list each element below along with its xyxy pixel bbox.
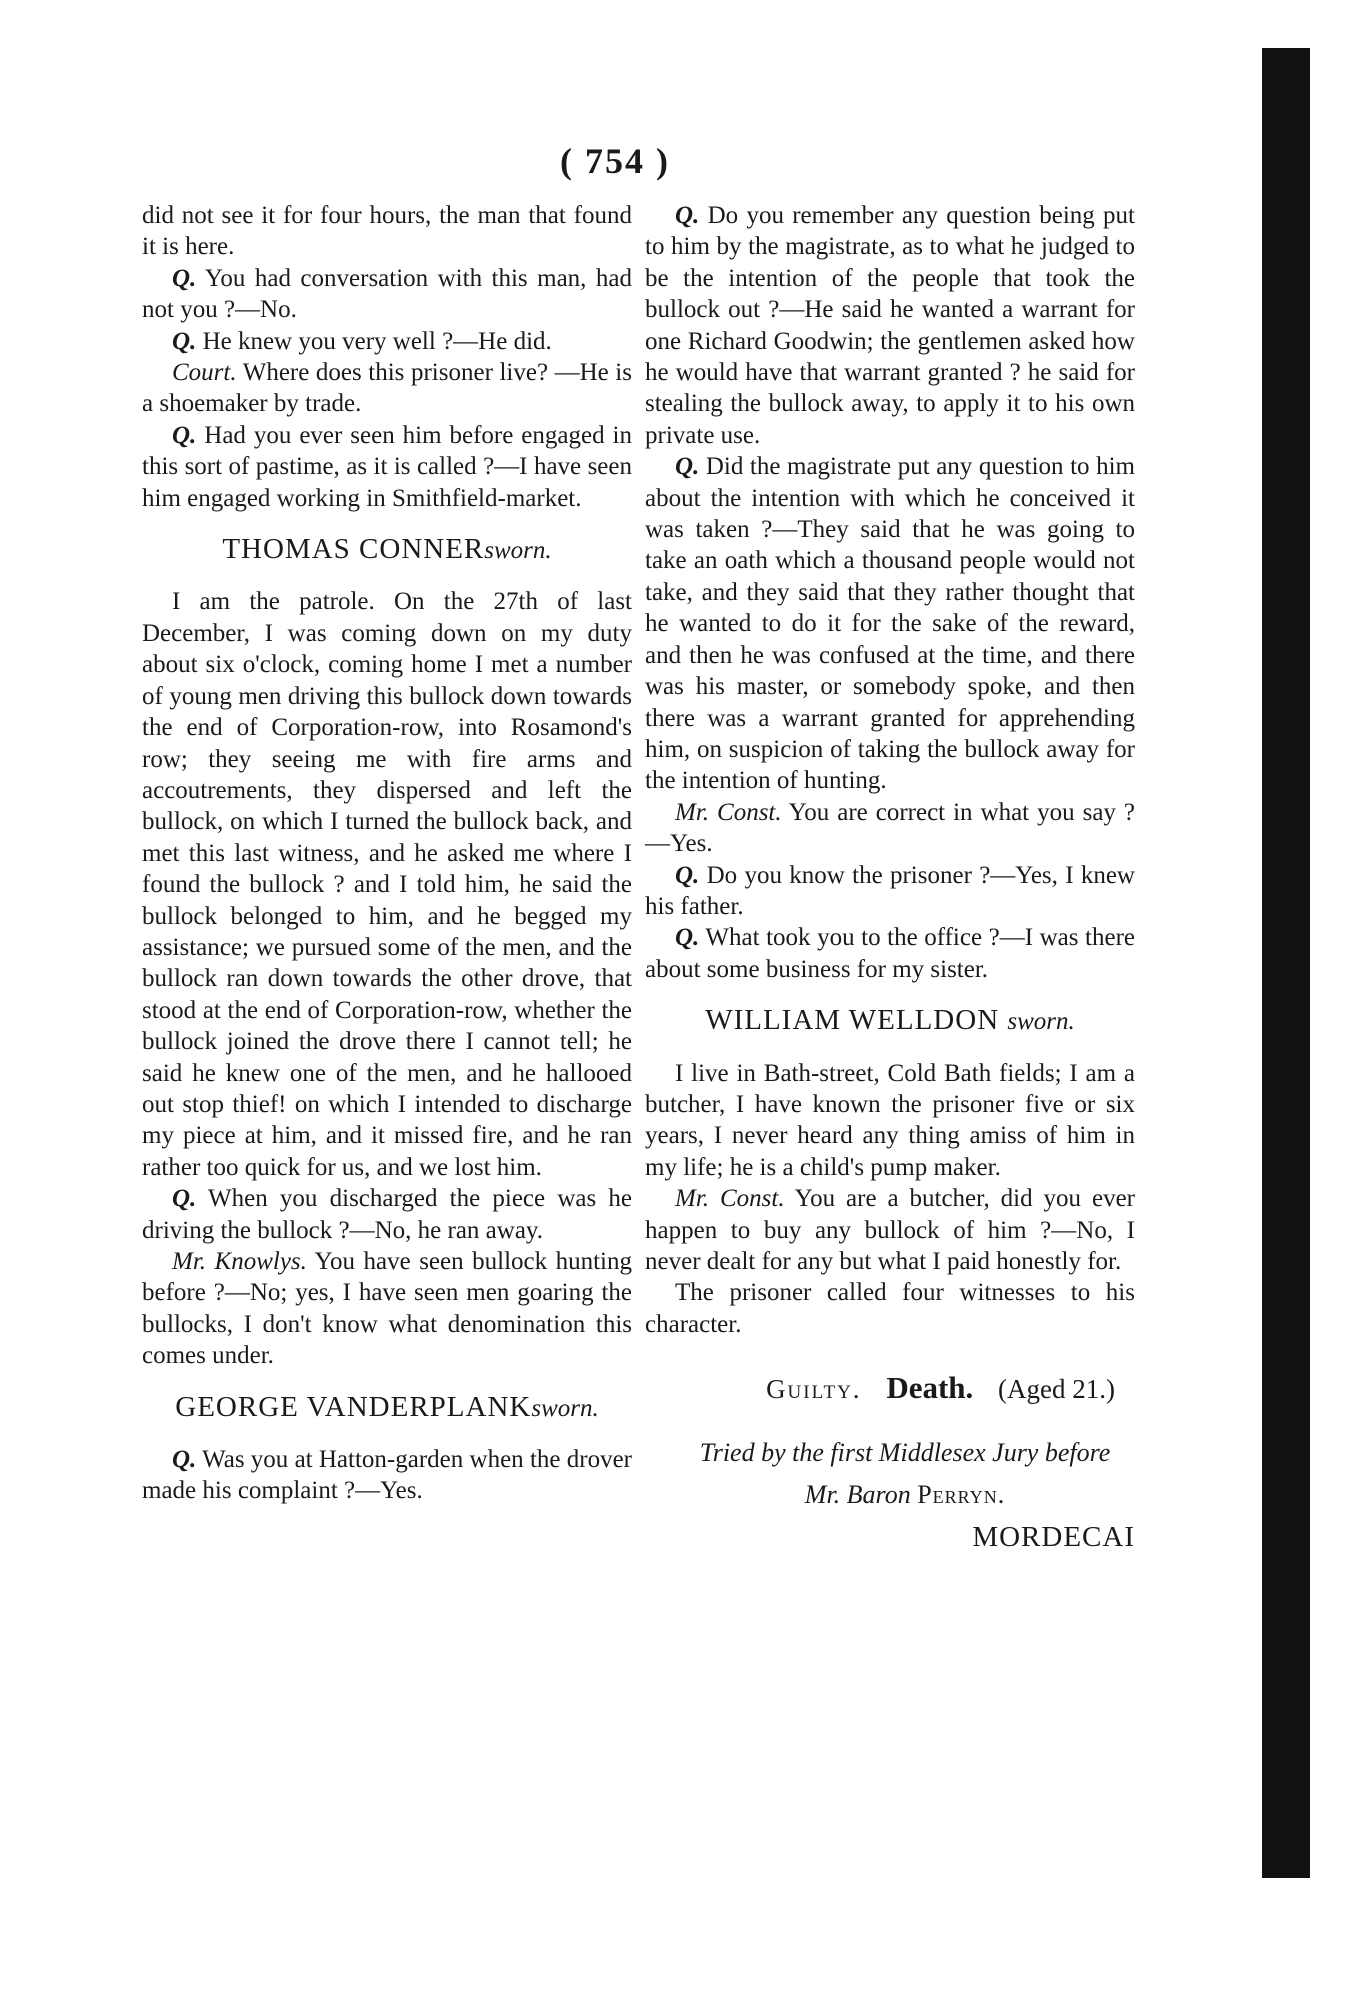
paragraph-text: Where does this prisoner live? —He is a shoemaker by trade. [142,359,632,418]
question-mark-label: Q. [172,1446,197,1474]
paragraph [142,1246,632,1372]
paragraph [645,922,1135,985]
paragraph-text: You are correct in what you say ?—Yes. [645,798,1135,858]
speaker-label: Mr. Const. [675,1185,785,1213]
paragraph-text: You are a butcher, did you ever happen to buy any bullock of him ?—No, I never dealt for any but what I paid honestly for. [645,1185,1135,1275]
sworn-label: sworn. [484,537,552,565]
speaker-label: Court. [172,359,237,387]
left-column [142,200,632,1507]
paragraph-text: Do you remember any question being put to him by the magistrate, as to what he judged to be the intention of the people that took the bullock out ?—He said he wanted a warrant for one Richard Goodwin; the gentlemen asked how he would have that warrant granted ? he said for stealing the bullock away, to apply it to his own private use. [645,202,1135,449]
judge-title: Mr. Baron [804,1479,918,1509]
book-spine-shadow [1262,48,1310,1878]
paragraph: I live in Bath-street, Cold Bath fields; I am a butcher, I have known the prisoner five or six years, I never heard any thing amiss of him in my life; he is a child's pump maker. [645,1059,1135,1181]
witness-name: GEORGE VANDERPLANK [175,1390,532,1423]
paragraph-text: What took you to the office ?—I was there about some business for my sister. [645,924,1135,983]
paragraph [142,326,632,357]
sworn-label: sworn. [531,1394,599,1422]
paragraph-text: Do you know the prisoner ?—Yes, I knew his father. [645,861,1135,920]
witness-heading [142,1392,632,1424]
tried-by-line: Tried by the first Middlesex Jury before [699,1437,1111,1467]
paragraph [645,860,1135,923]
witness-name: THOMAS CONNER [222,533,485,566]
paragraph [142,357,632,420]
paragraph-text: Had you ever seen him before engaged in this sort of pastime, as it is called ?—I have seen him engaged working in Smithfield-market. [142,421,632,512]
paragraph: I am the patrole. On the 27th of last December, I was coming down on my duty about six o'clock, coming home I met a number of young men driving this bullock down towards the end of Corporation-row, into Rosamond's row; they seeing me with fire arms and accoutrements, they dispersed and left the bullock, on which I turned the bullock back, and met this last witness, and he asked me where I found the bullock ? and I told him, he said the bullock belonged to him, and he begged my assistance; we pursued some of the men, and the bullock ran down towards the other drove, that stood at the end of Corporation-row, whether the bullock joined the drove there I cannot tell; he said he knew one of the men, and he hallooed out stop thief! on which I intended to discharge my piece at him, and it missed fire, and he ran rather too quick for us, and we lost him. [142,588,632,1181]
paragraph-text: He knew you very well ?—He did. [196,327,552,355]
paragraph [645,200,1135,451]
sworn-label: sworn. [1007,1008,1075,1036]
question-mark-label: Q. [172,327,197,355]
paragraph-text: You have seen bullock hunting before ?—No; yes, I have seen men goaring the bullocks, I don't know what denomination this comes under. [142,1248,632,1370]
paragraph-text: You had conversation with this man, had not you ?—No. [142,264,632,324]
paragraph [645,451,1135,796]
speaker-label: Mr. Const. [675,798,782,826]
page-number: ( 754 ) [560,141,670,181]
question-mark-label: Q. [675,453,700,481]
judge-line [645,1474,1135,1516]
right-column [645,200,1135,1553]
catchword: MORDECAI [972,1520,1135,1553]
paragraph [645,1183,1135,1277]
paragraph: The prisoner called four witnesses to his character. [645,1279,1135,1338]
paragraph [142,1444,632,1507]
paragraph-text: Was you at Hatton-garden when the drover made his complaint ?—Yes. [142,1446,632,1505]
question-mark-label: Q. [675,202,700,229]
verdict-sentence: Death. [886,1370,974,1406]
verdict-guilty: Guilty. [766,1374,862,1405]
question-mark-label: Q. [172,1185,197,1213]
witness-name: WILLIAM WELLDON [705,1004,1000,1037]
verdict [645,1372,1115,1405]
witness-heading [142,534,632,566]
verdict-age: (Aged 21.) [998,1374,1115,1405]
question-mark-label: Q. [675,861,700,889]
judge-name: Perryn. [917,1479,1006,1509]
question-mark-label: Q. [675,924,700,952]
paragraph [142,420,632,514]
paragraph [645,797,1135,860]
paragraph [142,1183,632,1246]
witness-heading [645,1005,1135,1037]
question-mark-label: Q. [172,264,197,292]
speaker-label: Mr. Knowlys. [172,1248,307,1275]
question-mark-label: Q. [172,421,197,449]
paragraph: did not see it for four hours, the man that found it is here. [142,202,632,261]
paragraph-text: When you discharged the piece was he driving the bullock ?—No, he ran away. [142,1185,632,1244]
paragraph [142,263,632,326]
paragraph-text: Did the magistrate put any question to him about the intention with which he conceived it was taken ?—They said that he was going to take an oath which a thousand people would not take, and they said that they rather thought that he wanted to do it for the sake of the reward, and then he was confused at the time, and there was his master, or somebody spoke, and then there was a warrant granted for apprehending him, on suspicion of taking the bullock away for the intention of hunting. [645,453,1135,795]
